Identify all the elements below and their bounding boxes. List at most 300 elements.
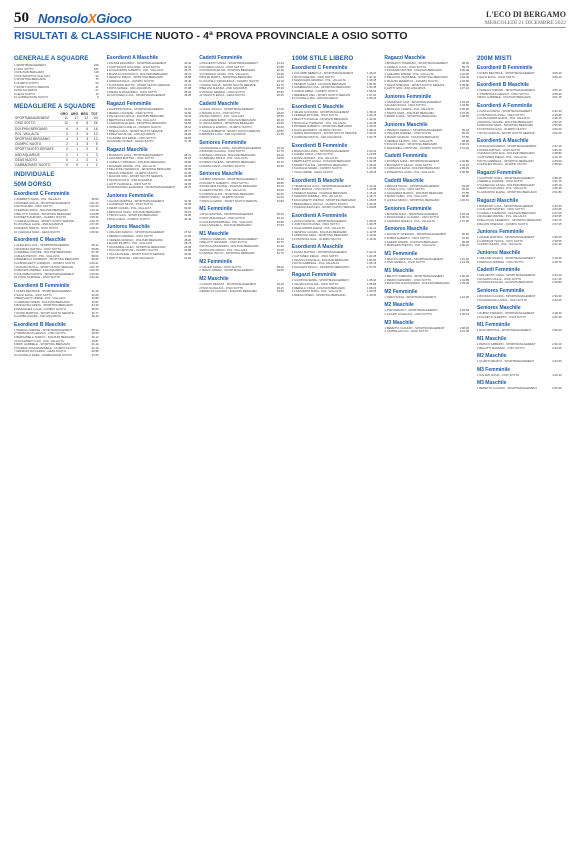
result-time: 1:12.55 xyxy=(367,229,377,234)
athlete-name: 5 CORTESI ALDO - SPORTING BERGAMO xyxy=(199,192,255,196)
result-time: 2:35.20 xyxy=(552,235,562,240)
athlete-name: 6 POLONI CRISTIAN - OLIMPIC NUOTO xyxy=(106,249,159,253)
athlete-name: 2 SALVI ELISA - OSIO SOTTO xyxy=(14,293,53,297)
result-time: 36.85 xyxy=(276,219,284,224)
medal-cell: DOLPHIN BERGAMO xyxy=(14,126,59,131)
athlete-name: 1 BONOMI CLAUDIA - SPORTMANAGEMENT xyxy=(476,294,536,298)
result-row xyxy=(14,315,99,319)
result-time: 45.02 xyxy=(91,307,99,312)
result-row xyxy=(199,252,284,256)
result-time: 1:06.80 xyxy=(459,170,469,175)
result-time: 1:15.20 xyxy=(367,190,377,195)
header-rule xyxy=(14,27,566,28)
result-time: 31.20 xyxy=(276,195,284,200)
result-time: 38.20 xyxy=(276,264,284,269)
result-time: 1:06.85 xyxy=(367,281,377,286)
result-row xyxy=(384,87,469,91)
result-row xyxy=(199,94,284,98)
category-heading: Ragazzi Maschile xyxy=(106,146,148,153)
col2-results xyxy=(107,55,192,260)
result-row xyxy=(477,329,562,333)
athlete-name: 5 BONZI MARTA - SPORTING BERGAMO xyxy=(199,76,253,80)
result-time: 3:09.20 xyxy=(552,74,562,79)
athlete-name: 7 MOIOLI SOFIA - SPORT NUOTO SERIATE xyxy=(199,83,256,87)
category-heading: Esordienti C Maschile xyxy=(291,103,344,110)
athlete-name: 9 PANZA ALESSANDRO - OSIO SOTTO xyxy=(106,90,158,94)
result-time: 28.00 xyxy=(276,110,284,115)
result-row xyxy=(477,223,562,227)
result-time: 1:57.60 xyxy=(367,92,377,97)
athlete-name: 2 GHILARDI MATTEO - OSIO SOTTO xyxy=(106,157,155,161)
medal-cell: 4 xyxy=(59,131,69,136)
result-time: 1:03.95 xyxy=(89,271,99,276)
athlete-name: 3 MERELLI VIOLA - DOLPHIN BERGAMO xyxy=(291,286,345,290)
result-time: 31.35 xyxy=(276,132,284,137)
athlete-name: 1 PEREGO SIMONE - SPORTMANAGEMENT xyxy=(476,89,536,93)
medal-cell: 3 xyxy=(69,142,79,147)
col5-results xyxy=(384,55,469,334)
athlete-name: 2 MALVESTITI GIULIA - OSIO SOTTO xyxy=(384,163,433,167)
category-heading: Cadetti Maschile xyxy=(199,100,239,107)
result-time: 34.05 xyxy=(276,156,284,161)
athlete-name: 1 NORIS BEATRICE - SPORTMANAGEMENT xyxy=(476,72,535,75)
athlete-name: 8 LOCATELLI MIA - ASD AQUARIUS xyxy=(291,97,338,101)
result-time: 31.40 xyxy=(184,170,192,175)
athlete-name: 1 AGAZZI MARTINA - SPORTMANAGEMENT xyxy=(476,236,535,240)
athlete-name: 8 ARMANNI LUIGI - ASD AQUARIUS xyxy=(199,133,246,137)
result-time: 34.02 xyxy=(184,64,192,69)
athlete-name: 4 SALA MICHELA - DOLPHIN BERGAMO xyxy=(199,224,252,228)
result-time: 2:40.80 xyxy=(552,280,562,285)
result-row xyxy=(107,140,192,144)
result-time: 58.90 xyxy=(461,239,469,244)
medal-cell: 11 xyxy=(59,116,69,121)
athlete-name: 4 MILESI PIETRO - POL. VALLALTA xyxy=(14,254,60,258)
athlete-name: 6 MAGONI FEDERICO - OLIMPIC NUOTO xyxy=(384,79,439,83)
athlete-name: 5 BONACINA GRETA - SPORTING BERGAMO xyxy=(14,304,73,308)
category-heading: Esordienti C Femminile xyxy=(14,191,70,198)
medal-cell: 1 xyxy=(69,157,79,162)
result-time: 2:59.20 xyxy=(552,126,562,131)
category-heading: M2 Maschile xyxy=(476,353,507,360)
athlete-name: 1 PERSICO MARCO - SPORTMANAGEMENT xyxy=(384,128,443,132)
athlete-name: 3 SPINELLI MONICA - DOLPHIN BERGAMO xyxy=(199,153,256,157)
result-time: 1:04.10 xyxy=(459,162,469,167)
athlete-name: 3 CARRARA MONICA - POL. VALLALTA xyxy=(384,219,435,223)
athlete-name: 4 BERTOCCHI ANNA - POL. VALLALTA xyxy=(106,118,157,122)
medal-col-header: ORO xyxy=(60,111,68,116)
result-time: 30.80 xyxy=(276,128,284,133)
result-time: 2:48.45 xyxy=(552,186,562,191)
athlete-name: 9 GEAS NUOTO xyxy=(14,92,35,96)
athlete-name: 6 CORNA EMMA - OLIMPIC NUOTO xyxy=(291,89,338,93)
athlete-name: 7 TESTA STEFANO - SPORT NUOTO SERIATE xyxy=(384,83,445,87)
medal-cell: 3 xyxy=(89,152,98,157)
result-time: 40.87 xyxy=(91,338,99,343)
athlete-name: 4 POLISPORTIVA VALLALTA xyxy=(14,74,51,78)
newspaper-name: L'ECO DI BERGAMO xyxy=(485,10,566,19)
result-time: 58.90 xyxy=(461,138,469,143)
result-time: 2:58.40 xyxy=(552,91,562,96)
athlete-name: 4 MANZONI ANDREA - POL. VALLALTA xyxy=(291,195,342,199)
category-heading: Esordienti B Femminile xyxy=(476,65,533,71)
athlete-name: 1 AGAZZI MARTINA - SPORTMANAGEMENT xyxy=(106,199,165,203)
result-row xyxy=(477,387,562,391)
result-time: 2:42.65 xyxy=(552,297,562,302)
result-time: 1:46.20 xyxy=(367,124,377,129)
category-heading: Esordienti B Maschile xyxy=(14,321,66,328)
result-time: 44.30 xyxy=(91,303,99,308)
result-time: 1:18.05 xyxy=(367,198,377,203)
result-time: 59.66 xyxy=(91,257,99,262)
result-time: 34.40 xyxy=(184,216,192,221)
result-time: 34.70 xyxy=(276,160,284,165)
category-heading: M3 Maschile xyxy=(384,319,414,326)
result-time: 1:02.30 xyxy=(89,268,99,273)
medal-col-header: TOT xyxy=(91,111,98,116)
athlete-name: 4 MAZZUCCONI PAOLO - DOLPHIN BERGAMO xyxy=(106,72,168,76)
result-time: 2:52.40 xyxy=(552,119,562,124)
category-heading: M2 Femminile xyxy=(199,258,233,265)
result-time: 1:48.10 xyxy=(367,127,377,132)
result-time: 37.50 xyxy=(276,223,284,228)
result-time: 1:00.15 xyxy=(459,142,469,147)
result-time: 1:24.95 xyxy=(367,159,377,164)
athlete-name: 7 ROTA GIORGIA - SPORT NUOTO SERIATE xyxy=(476,131,535,135)
athlete-name: 8 GAMBA CHIARA - ASD AQUARIUS xyxy=(14,315,61,319)
athlete-name: 2 CAPPELLINI IVO - OSIO SOTTO xyxy=(384,330,429,334)
athlete-name: 8 CARRARA MATTIA - ASD AQUARIUS xyxy=(291,135,342,139)
result-time: 2:37.45 xyxy=(552,276,562,281)
athlete-name: 3 FERRI CHIARA - POL. VALLALTA xyxy=(106,207,152,210)
result-time: 29.65 xyxy=(276,121,284,126)
result-time: 33.40 xyxy=(276,152,284,157)
athlete-name: 2 CASALI LUCA - OSIO SOTTO xyxy=(384,188,425,192)
result-time: 1:05.45 xyxy=(459,166,469,171)
result-row xyxy=(477,96,562,100)
result-time: 33.42 xyxy=(184,114,192,119)
athlete-name: 6 ALBORGHETTI LORENZO - OLIMPIC NUOTO xyxy=(14,262,76,266)
column-3 xyxy=(199,52,284,842)
athlete-name: 4 BERTOCCHI ANNA - POL. VALLALTA xyxy=(476,187,527,191)
athlete-name: 5 BRENA NOEMI - SPORTING BERGAMO xyxy=(291,293,346,297)
athlete-name: 3 BIFFI GABRIELE - DOLPHIN BERGAMO xyxy=(476,96,531,100)
athlete-name: 4 BERTULETTI GIULIA - DOLPHIN BERGAMO xyxy=(291,160,351,164)
result-time: 56.80 xyxy=(91,246,99,251)
result-row xyxy=(384,296,469,300)
result-time: 1:20.85 xyxy=(367,205,377,210)
result-time: 2:37.05 xyxy=(552,221,562,226)
athlete-name: 2 FACOETTI ALBERTO - OSIO SOTTO xyxy=(476,315,527,319)
result-time: 2:39.30 xyxy=(552,293,562,298)
result-time: 1:00.30 xyxy=(459,273,469,278)
category-heading: Seniores Femminile xyxy=(199,139,247,146)
result-row xyxy=(477,316,562,320)
athlete-name: 4 RONCALLI TOMMASO - POL. VALLALTA xyxy=(291,121,347,125)
medal-cell: 26 xyxy=(89,121,98,126)
result-time: 42.95 xyxy=(91,349,99,354)
athlete-name: 1 NORIS BEATRICE - SPORTMANAGEMENT xyxy=(14,290,72,294)
result-time: 2:38.80 xyxy=(552,151,562,156)
result-time: 1:10.90 xyxy=(367,292,377,297)
category-heading: Esordienti C Femminile xyxy=(291,65,348,71)
category-heading: M2 Femminile xyxy=(384,288,418,295)
category-heading: Esordienti B Femminile xyxy=(291,142,348,149)
result-time: 33.80 xyxy=(184,213,192,218)
result-time: 32.05 xyxy=(276,247,284,252)
result-row xyxy=(199,224,284,228)
athlete-name: 1 GIUPPONI SOFIA - SPORTMANAGEMENT xyxy=(106,107,164,111)
athlete-name: 6 BERGAMELLI NICOLA - OLIMPIC NUOTO xyxy=(291,202,348,206)
result-time: 1:08.20 xyxy=(367,285,377,290)
result-time: 32.60 xyxy=(184,206,192,210)
athlete-name: 4 CARRARA PAOLA - POL. VALLALTA xyxy=(199,157,248,161)
result-time: 42.05 xyxy=(91,292,99,297)
col4-results xyxy=(292,65,377,297)
athlete-name: 9 COLOMBO FILIPPO - SPORTMANAGEMENT xyxy=(14,272,75,276)
athlete-name: 6 OPREANDI CAMILLA - OLIMPIC NUOTO xyxy=(106,125,161,129)
athlete-name: 7 VILLA DANIELE - SPORT NUOTO SERIATE xyxy=(106,252,165,256)
result-time: 1:27.80 xyxy=(367,166,377,171)
athlete-name: 3 DONADONI ELISA - DOLPHIN BERGAMO xyxy=(199,69,256,73)
result-time: 29.10 xyxy=(276,117,284,122)
result-time: 3:05.40 xyxy=(552,71,562,75)
medal-cell: GARBAGNATE NUOTO xyxy=(14,162,59,167)
result-time: 1:15.30 xyxy=(367,236,377,241)
category-heading: Ragazzi Femminile xyxy=(291,272,337,279)
result-time: 33.90 xyxy=(276,289,284,294)
athlete-name: 5 CAPPELLINI IVO - SPORTING BERGAMO xyxy=(199,252,256,256)
result-time: 58.03 xyxy=(91,253,99,258)
athlete-name: 10 FRANCHINA LEONARDO - SPORTMANAGEMENT xyxy=(106,186,176,190)
result-time: 35.77 xyxy=(184,128,192,133)
result-time: 30.22 xyxy=(184,163,192,168)
medal-cell: 16 xyxy=(89,126,98,131)
result-time: 38.44 xyxy=(184,89,192,94)
result-time: 1:04.30 xyxy=(459,211,469,216)
category-heading: Esordienti A Maschile xyxy=(476,138,529,145)
athlete-name: 7 PIAZZALUNGA LEO - SPORT NUOTO SERIATE xyxy=(291,206,356,210)
result-time: 2:49.15 xyxy=(552,116,562,121)
result-row xyxy=(384,313,469,317)
athlete-name: 2 MERELLI AGNESE - OSIO SOTTO xyxy=(106,111,154,115)
athlete-name: 5 LONGHI MIRKO - SPORTING BERGAMO xyxy=(384,199,440,203)
athlete-name: 5 LAZZARONI ELENA - SPORTING BERGAMO xyxy=(476,191,537,195)
athlete-name: 2 TIRABOSCHI ALESSIO - OSIO SOTTO xyxy=(14,332,66,336)
athlete-name: 1 ORLANDI MARCO - SPORTMANAGEMENT xyxy=(476,257,536,260)
result-row xyxy=(14,354,99,358)
result-time: 1:04.55 xyxy=(459,103,469,108)
category-heading: Seniores Maschile xyxy=(384,226,429,233)
result-time: 2:42.60 xyxy=(552,359,562,364)
athlete-name: 6 CAVAGNA NOEMI - OLIMPIC NUOTO xyxy=(291,167,342,171)
result-time: 37.40 xyxy=(184,139,192,144)
result-time: 1:02.44 xyxy=(89,204,99,209)
athlete-name: 6 GHISLENI PAOLO - OLIMPIC NUOTO xyxy=(476,163,528,167)
result-row xyxy=(477,76,562,80)
result-time: 2:45.10 xyxy=(552,182,562,187)
medal-cell: SPORT NUOTO SERIATE xyxy=(14,147,59,152)
result-time: 1:02.80 xyxy=(459,159,469,164)
result-time: 1:40.15 xyxy=(367,113,377,118)
athlete-name: 4 GHILARDI DAVIDE - POL. VALLALTA xyxy=(384,72,434,76)
category-heading: M1 Maschile xyxy=(384,267,414,274)
athlete-name: 3 MAGRI GIORGIO - DOLPHIN BERGAMO xyxy=(384,135,439,139)
result-time: 1:07.05 xyxy=(459,218,469,223)
result-time: 1:04.55 xyxy=(459,78,469,83)
athlete-name: 2 ROVARIS GIULIA - OSIO SOTTO xyxy=(476,277,522,281)
medal-cell: 40 xyxy=(89,116,98,121)
result-time: 1:08.60 xyxy=(459,114,469,119)
medal-cell: OSIO SOTTO xyxy=(14,121,59,126)
athlete-name: 3 BELOTTI ACHILLE - DOLPHIN BERGAMO xyxy=(291,117,349,121)
result-time: 1:55.02 xyxy=(367,88,377,93)
result-time: 37.12 xyxy=(184,82,192,87)
athlete-name: 1 RIVA CRISTINA - SPORTMANAGEMENT xyxy=(476,329,532,333)
medal-cell: 2 xyxy=(59,142,69,147)
result-row xyxy=(477,374,562,378)
result-time: 33.60 xyxy=(276,75,284,80)
athlete-name: 10 GARBAGNATE NUOTO xyxy=(14,96,48,100)
category-heading: Seniores Maschile xyxy=(476,305,521,312)
athlete-name: 1 FRATUS CRISTINA - SPORTMANAGEMENT xyxy=(384,257,444,261)
athlete-name: 3 ROSSI AURORA - POL. VALLALTA xyxy=(291,156,339,160)
result-time: 29.15 xyxy=(184,156,192,161)
athlete-name: 2 FRATUS DANIELA - OSIO SOTTO xyxy=(199,217,245,220)
athlete-name: 1 RUBINI STEFANO - SPORTMANAGEMENT xyxy=(476,312,535,316)
result-time: 28.55 xyxy=(276,114,284,119)
athlete-name: 5 FORESTI ELENA - SPORTING BERGAMO xyxy=(199,161,256,165)
result-row xyxy=(199,269,284,273)
result-row xyxy=(199,290,284,294)
athlete-name: 9 GOTTI SAMUELE - OSIO SOTTO xyxy=(106,182,152,186)
athlete-name: 4 MOSCONI DARIO - POL. VALLALTA xyxy=(199,248,248,252)
result-time: 27.65 xyxy=(184,233,192,238)
result-time: 1:02.10 xyxy=(367,250,377,255)
result-time: 1:45.20 xyxy=(367,71,377,75)
result-time: 31.85 xyxy=(276,64,284,69)
athlete-name: 1 COLOMBI REBECCA - SPORTMANAGEMENT xyxy=(291,72,354,75)
athlete-name: 2 CORTINOVIS ANNA - OSIO SOTTO xyxy=(476,113,525,117)
athlete-name: 4 RUGGERI DAVIDE - POL. VALLALTA xyxy=(106,164,156,168)
athlete-name: 6 OLIMPIC NUOTO xyxy=(14,81,39,85)
result-row xyxy=(292,136,377,140)
athlete-name: 7 PIROLA GIANNI - SPORT NUOTO SERIATE xyxy=(199,199,258,203)
athlete-name: 3 FERRI CHIARA - POL. VALLALTA xyxy=(476,243,522,247)
athlete-name: 2 GAMBA SOFIA - OSIO SOTTO xyxy=(291,153,333,157)
result-time: 1:03.20 xyxy=(459,281,469,286)
event-title-50-dorso: 50M DORSO xyxy=(14,181,52,189)
athlete-name: 3 MAZZUCCONI ELIA - DOLPHIN BERGAMO xyxy=(476,152,535,156)
athlete-name: 5 NESPOLI DIEGO - SPORTING BERGAMO xyxy=(106,76,163,80)
medal-cell: 1 xyxy=(69,152,79,157)
category-heading: Esordienti A Femminile xyxy=(291,212,347,219)
result-time: 1:44.05 xyxy=(367,120,377,125)
category-heading: Juniores Femminile xyxy=(106,192,154,199)
result-row xyxy=(477,299,562,303)
category-heading: Esordienti B Maschile xyxy=(291,177,344,184)
category-heading: Juniores Maschile xyxy=(384,121,428,128)
athlete-name: 2 CORTINOVIS ANNA - OSIO SOTTO xyxy=(291,223,340,227)
medal-cell: 3 xyxy=(79,136,89,141)
result-time: 29.30 xyxy=(184,244,192,249)
athlete-name: 2 ROTA GINEVRA - OSIO SOTTO xyxy=(291,75,335,79)
athlete-name: 5 PELLICIOLI SAMUELE - SPORTING BERGAMO xyxy=(384,76,448,80)
category-heading: M1 Maschile xyxy=(476,335,507,342)
medal-cell: 12 xyxy=(59,121,69,126)
result-row xyxy=(14,231,99,235)
athlete-name: 6 LOCATELLI FRANCESCA - OLIMPIC NUOTO xyxy=(199,79,260,83)
medal-cell: 1 xyxy=(79,162,89,167)
result-time: 33.15 xyxy=(184,209,192,214)
result-row xyxy=(477,191,562,195)
category-heading: Cadetti Maschile xyxy=(384,177,424,184)
result-row xyxy=(477,163,562,167)
result-time: 59.50 xyxy=(91,197,99,202)
result-time: 55.10 xyxy=(461,127,469,132)
result-row xyxy=(107,186,192,190)
result-row xyxy=(107,218,192,222)
athlete-name: 5 BREMBILLA TOMMASO - SPORTING BERGAMO xyxy=(14,258,80,262)
athlete-name: 6 MAZZA GIADA - OLIMPIC NUOTO xyxy=(199,164,245,168)
athlete-name: 1 PERICO FABRIZIO - SPORTMANAGEMENT xyxy=(476,342,536,346)
athlete-name: 8 TESTA NICOLÒ - ASD AQUARIUS xyxy=(106,179,153,183)
result-time: 1:42.30 xyxy=(367,116,377,121)
athlete-name: 1 MALVESTITI ANNA - SPORTMANAGEMENT xyxy=(199,62,258,65)
medal-cell: 0 xyxy=(59,157,69,162)
result-time: 3:01.75 xyxy=(552,95,562,100)
result-row xyxy=(292,238,377,242)
athlete-name: 5 PELLICIOLI FEDERICO - SPORTING BERGAMO xyxy=(106,168,172,172)
medal-cell: 6 xyxy=(59,126,69,131)
result-time: 30.65 xyxy=(276,191,284,196)
athlete-name: 8 ASD AQUARIUS xyxy=(14,89,38,93)
result-row xyxy=(384,244,469,248)
athlete-name: 3 MOSCONI ALESSANDRO - DOLPHIN BERGAMO xyxy=(384,282,450,286)
result-time: 2:18.75 xyxy=(552,259,562,264)
result-time: 63 xyxy=(95,80,99,85)
athlete-name: 4 FACCHINETTI LEO - POL. VALLALTA xyxy=(14,339,64,343)
athlete-name: 1 BERETTA CLAUDIO - SPORTMANAGEMENT xyxy=(384,326,445,330)
athlete-name: 2 QUARTI GIANLUCA - OSIO SOTTO xyxy=(384,312,432,316)
result-row xyxy=(199,133,284,137)
athlete-name: 1 PIZZI RENATO - SPORTMANAGEMENT xyxy=(384,309,438,313)
result-time: 3:02.65 xyxy=(552,130,562,135)
category-heading: M1 Femminile xyxy=(384,250,418,257)
result-time: 2:48.90 xyxy=(552,162,562,167)
category-heading: Ragazzi Maschile xyxy=(384,55,426,61)
athlete-name: 5 BELOTTI CHIARA - SPORTING BERGAMO xyxy=(14,212,72,216)
category-heading: Seniores Femminile xyxy=(476,287,525,294)
athlete-name: 5 PANSERI ALBERTO - SPORTING BERGAMO xyxy=(291,125,352,129)
result-time: 31.88 xyxy=(184,174,192,179)
athlete-name: 6 FUSTINONI GAIA - OLIMPIC NUOTO xyxy=(476,127,527,131)
result-time: 1:21.85 xyxy=(367,152,377,157)
athlete-name: 1 FACOETTI STEFANO - SPORTMANAGEMENT xyxy=(384,233,447,237)
athlete-name: 1 SPORTMANAGEMENT xyxy=(14,64,46,67)
athlete-name: 5 TIRONI GAIA - SPORTING BERGAMO xyxy=(106,214,158,218)
result-time: 1:29.15 xyxy=(367,170,377,175)
col3-results xyxy=(199,55,284,294)
athlete-name: 3 BOSIO MARCO - POL. VALLALTA xyxy=(199,115,245,119)
result-time: 30.00 xyxy=(276,188,284,193)
athlete-name: 3 BERETTA CLAUDIO - DOLPHIN BERGAMO xyxy=(199,290,258,294)
category-heading: Juniores Maschile xyxy=(106,224,150,231)
athlete-name: 4 MARCHESI PIETRO - POL. VALLALTA xyxy=(384,244,436,248)
result-time: 1:04.60 xyxy=(459,308,469,313)
result-time: 39.55 xyxy=(91,331,99,336)
result-row xyxy=(292,171,377,175)
